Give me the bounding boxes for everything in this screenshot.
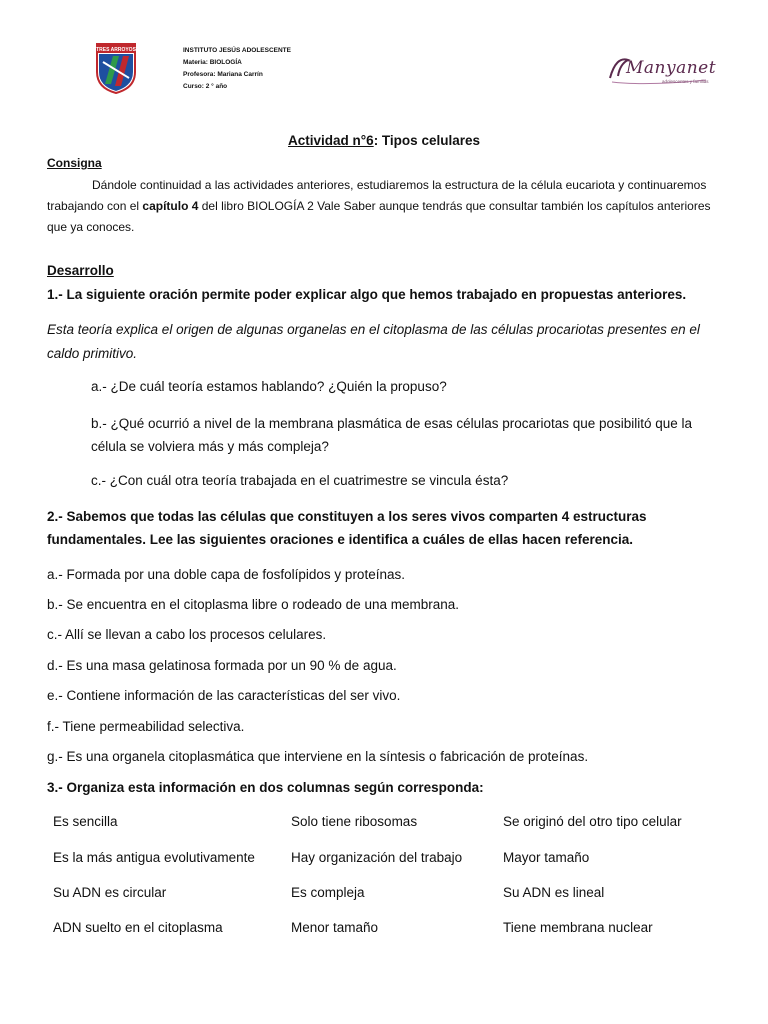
grid-cell: Tiene membrana nuclear	[503, 920, 653, 935]
activity-topic: : Tipos celulares	[373, 133, 480, 148]
grid-cell: Es sencilla	[53, 814, 118, 829]
institute-name: INSTITUTO JESÚS ADOLESCENTE	[183, 47, 291, 54]
question-2-item: b.- Se encuentra en el citoplasma libre o rodeado de una membrana.	[47, 597, 460, 612]
grid-cell: Su ADN es circular	[53, 885, 167, 900]
question-2: 2.- Sabemos que todas las células que constituyen a los seres vivos comparten 4 estructuras fundamentales. Lee las siguientes oraciones e identifica a cuáles de ellas hacen referencia.	[47, 509, 647, 547]
grid-cell: Se originó del otro tipo celular	[503, 814, 682, 829]
question-2-item: a.- Formada por una doble capa de fosfolípidos y proteínas.	[47, 567, 405, 582]
question-1: 1.- La siguiente oración permite poder explicar algo que hemos trabajado en propuestas anteriores.	[47, 287, 687, 302]
school-crest-logo	[95, 42, 137, 94]
teacher-label: Profesora: Mariana Carrín	[183, 71, 263, 78]
grid-cell: Hay organización del trabajo	[291, 850, 463, 865]
consigna-paragraph	[47, 175, 715, 238]
desarrollo-heading: Desarrollo	[47, 263, 114, 278]
course-label: Curso: 2 ° año	[183, 83, 228, 90]
manyanet-logo-text: Manyanet	[626, 58, 717, 78]
consigna-bold: capítulo 4	[142, 199, 199, 213]
grid-cell: Mayor tamaño	[503, 850, 590, 865]
grid-cell: ADN suelto en el citoplasma	[53, 920, 223, 935]
question-1-b: b.- ¿Qué ocurrió a nivel de la membrana plasmática de esas células procariotas que posibilitó que la célula se volviera más y más compleja?	[91, 416, 693, 454]
question-1-c: c.- ¿Con cuál otra teoría trabajada en el cuatrimestre se vincula ésta?	[91, 473, 509, 488]
question-2-item: c.- Allí se llevan a cabo los procesos celulares.	[47, 627, 327, 642]
question-1-a: a.- ¿De cuál teoría estamos hablando? ¿Quién la propuso?	[91, 379, 447, 394]
question-1-quote: Esta teoría explica el origen de algunas organelas en el citoplasma de las células procariotas presentes en el caldo primitivo.	[47, 322, 700, 361]
grid-cell: Solo tiene ribosomas	[291, 814, 418, 829]
question-2-item: e.- Contiene información de las características del ser vivo.	[47, 688, 401, 703]
question-2-item: d.- Es una masa gelatinosa formada por un 90 % de agua.	[47, 658, 397, 673]
grid-cell: Es compleja	[291, 885, 365, 900]
grid-cell: Menor tamaño	[291, 920, 379, 935]
subject-label: Materia: BIOLOGÍA	[183, 59, 242, 66]
activity-title	[0, 133, 768, 148]
grid-cell: Es la más antigua evolutivamente	[53, 850, 255, 865]
grid-cell: Su ADN es lineal	[503, 885, 605, 900]
question-3: 3.- Organiza esta información en dos columnas según corresponda:	[47, 780, 484, 795]
consigna-heading: Consigna	[47, 156, 102, 170]
manyanet-tagline: adolescentes y familias	[662, 79, 709, 84]
crest-label: TRES ARROYOS	[96, 47, 136, 53]
question-2-item: g.- Es una organela citoplasmática que interviene en la síntesis o fabricación de proteínas.	[47, 749, 589, 764]
activity-number: Actividad n°6	[288, 133, 374, 148]
header-info	[183, 45, 291, 93]
question-2-item: f.- Tiene permeabilidad selectiva.	[47, 719, 245, 734]
consigna-text-1: Dándole continuidad a las actividades anteriores, estudiaremos la estructura de la célula eucariota y continuaremos trabajando con el	[47, 178, 707, 213]
consigna-text-2: del libro BIOLOGÍA 2 Vale Saber aunque tendrás que consultar también los capítulos anteriores que ya conoces.	[47, 199, 711, 234]
